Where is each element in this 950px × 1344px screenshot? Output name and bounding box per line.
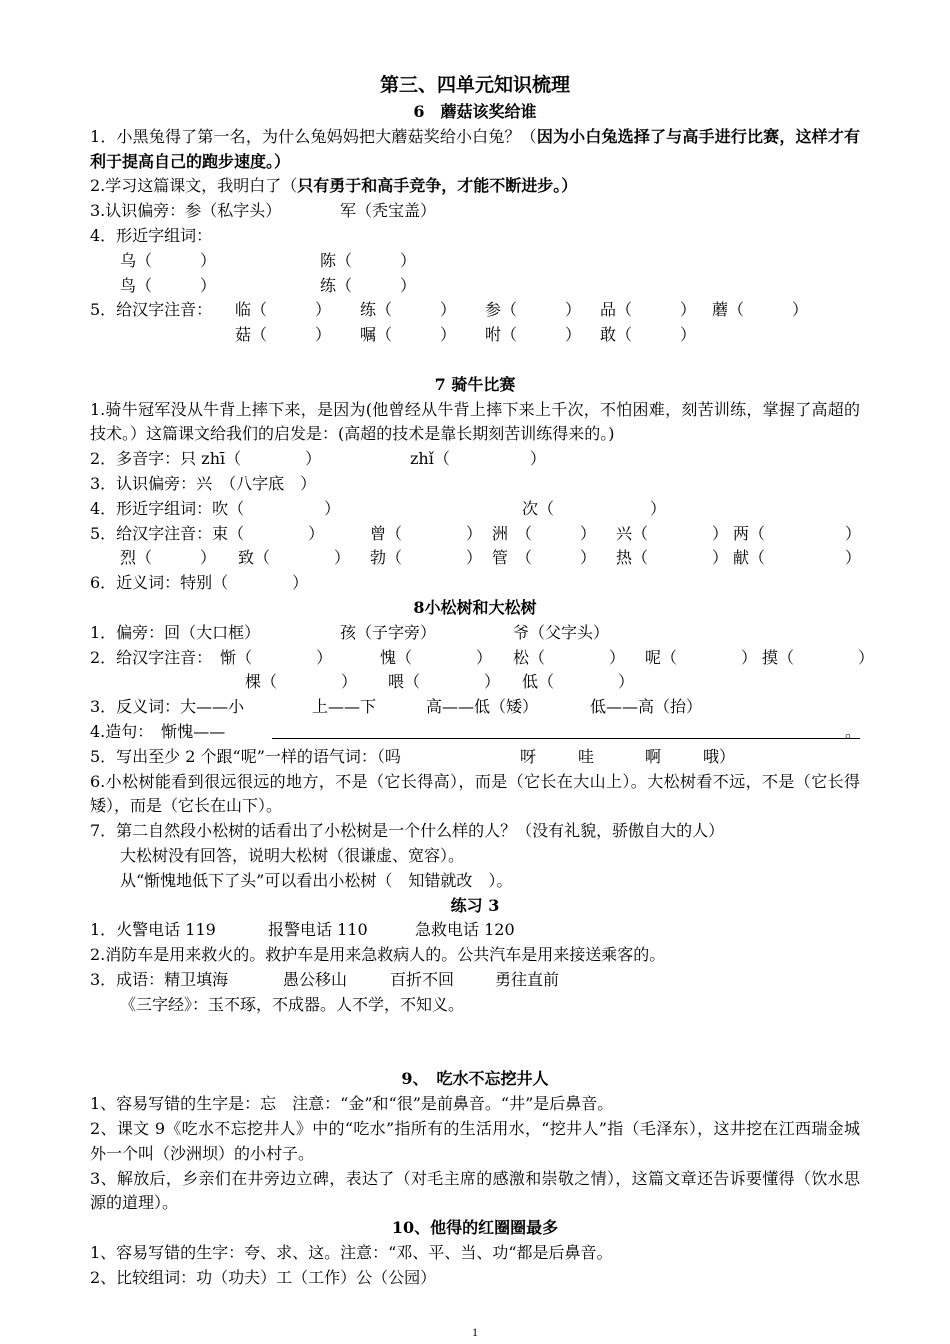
radical-item: 军（秃宝盖）	[340, 201, 437, 221]
antonym-item: 上——下	[312, 697, 377, 717]
spacer	[90, 1017, 860, 1067]
pinyin-blank: 洲 （ ）	[492, 523, 597, 543]
idiom-item: 勇往直前	[495, 969, 560, 989]
pinyin-blank: 热（ ）	[616, 548, 729, 568]
pinyin-blank: 曾（ ）	[370, 523, 483, 543]
pinyin-blank: 松（ ）	[513, 647, 626, 667]
lesson-6-q4-row1	[90, 249, 860, 274]
exercise-3-q3	[90, 968, 860, 993]
pinyin-blank: 两（ ）	[733, 523, 862, 543]
pinyin-blank: 临（ ）	[235, 300, 332, 320]
pinyin-blank: 菇（ ）	[235, 325, 332, 345]
pinyin-blank: 参（ ）	[485, 300, 582, 320]
pinyin-blank: 致（ ）	[238, 548, 351, 568]
lesson-8-title: 8小松树和大松树	[413, 597, 537, 617]
lesson-7-q2	[90, 447, 860, 472]
modal-particle-item: 哇	[578, 746, 595, 766]
word-blank: 陈（ ）	[320, 250, 417, 270]
lesson-6-q1	[90, 125, 860, 175]
pinyin-blank: 献（ ）	[733, 548, 862, 568]
pinyin-blank: 品（ ）	[600, 300, 697, 320]
word-blank: 鸟（ ）	[120, 275, 217, 295]
radical-item: 1．偏旁：回（大口框）	[90, 622, 261, 642]
pinyin-blank: 棵（ ）	[245, 672, 358, 692]
lesson-9-q2: 2、课文 9《吃水不忘挖井人》中的“吃水”指所有的生活用水，“挖井人”指（毛泽东），这井挖在江西瑞金城外一个叫（沙洲坝）的小村子。	[90, 1119, 860, 1163]
page-number: 1	[472, 1325, 478, 1339]
lesson-8-q7-line2: 大松树没有回答，说明大松树（很谦虚、宽容）。	[120, 845, 465, 865]
polyphone-blank: zhǐ（ ）	[410, 449, 546, 469]
question-text: 1．小黑兔得了第一名，为什么兔妈妈把大蘑菇奖给小白兔？（	[90, 126, 537, 146]
pinyin-blank: 嘱（ ）	[360, 325, 457, 345]
pinyin-blank: 兴（ ）	[616, 523, 729, 543]
lesson-8-q6: 6.小松树能看到很远很远的地方，不是（它长得高），而是（它长在大山上）。大松树看不远，不是（它长得矮），而是（它长在山下）。	[90, 771, 860, 816]
antonym-item: 低——高（抬）	[590, 697, 703, 717]
exercise-3-q2: 2.消防车是用来救火的。救护车是用来急救病人的。公共汽车是用来接送乘客的。	[90, 945, 666, 965]
lesson-9-title: 9、 吃水不忘挖井人	[401, 1069, 549, 1089]
antonym-item: 高——低（矮）	[426, 697, 539, 717]
sentence-end: 。	[845, 721, 862, 741]
lesson-9-q3: 3、解放后，乡亲们在井旁边立碑，表达了（对毛主席的感激和崇敬之情），这篇文章还告诉要懂得（饮水思源的道理）。	[90, 1168, 860, 1213]
lesson-8-q3	[90, 695, 860, 720]
lesson-6-q4: 4．形近字组词：	[90, 225, 213, 245]
exercise-3-q1	[90, 918, 860, 943]
lesson-7-q6: 6．近义词：特别（ ）	[90, 573, 309, 593]
lesson-7-q3: 3．认识偏旁：兴 （八字底 ）	[90, 473, 317, 493]
answer-text: 只有勇于和高手竞争，才能不断进步。）	[297, 176, 578, 196]
pinyin-blank: 喂（ ）	[388, 672, 501, 692]
phone-number-item: 报警电话 110	[268, 920, 368, 940]
radical-item: 孩（子字旁）	[340, 622, 437, 642]
pinyin-blank: 敢（ ）	[600, 325, 697, 345]
answer-text: 因为小白兔选择了与高手进行比赛，这样才有利于提高自己的跑步速度。）	[90, 126, 860, 171]
document-page	[90, 70, 875, 1291]
word-blank: 乌（ ）	[120, 250, 217, 270]
lesson-9-q1: 1、容易写错的生字是：忘 注意：“金”和“很”是前鼻音。“井”是后鼻音。	[90, 1094, 614, 1114]
radical-item: 3.认识偏旁：参（私字头）	[90, 201, 282, 221]
modal-particle-item: 啊	[645, 746, 662, 766]
pinyin-blank: 蘑（ ）	[712, 300, 809, 320]
phone-number-item: 急救电话 120	[415, 920, 515, 940]
lesson-7-q5-row2	[90, 546, 860, 571]
pinyin-blank: 5．给汉字注音：束（ ）	[90, 523, 325, 543]
lesson-6-q5-row1	[90, 298, 860, 323]
radical-item: 爷（父字头）	[513, 622, 610, 642]
lesson-8-q1	[90, 621, 860, 646]
question-label: 5．给汉字注音：	[90, 300, 213, 320]
lesson-6-q2	[90, 174, 860, 199]
exercise-3-title: 练习 3	[450, 895, 500, 915]
idiom-item: 3．成语：精卫填海	[90, 969, 229, 989]
lesson-10-q1: 1、容易写错的生字：夸、求、这。注意：“邓、平、当、功“都是后鼻音。	[90, 1243, 613, 1263]
word-blank: 4．形近字组词：吹（ ）	[90, 498, 341, 518]
lesson-7-q5-row1	[90, 522, 860, 547]
lesson-10-q2: 2、比较组词：功（功夫）工（工作）公（公园）	[90, 1267, 437, 1287]
lesson-8-q7: 7．第二自然段小松树的话看出了小松树是一个什么样的人？（没有礼貌，骄傲自大的人）	[90, 821, 725, 841]
pinyin-blank: 2．给汉字注音： 惭（ ）	[90, 647, 333, 667]
antonym-item: 3．反义词：大——小	[90, 697, 245, 717]
lesson-7-title: 7 骑牛比赛	[434, 374, 516, 394]
word-blank: 练（ ）	[320, 275, 417, 295]
lesson-6-q4-row2	[90, 274, 860, 299]
polyphone-blank: 2．多音字：只 zhī（ ）	[90, 449, 322, 469]
question-label: 4.造句： 惭愧——	[90, 721, 226, 741]
question-text: 2.学习这篇课文，我明白了（	[90, 176, 298, 196]
exercise-3-quote: 《三字经》：玉不琢，不成器。人不学，不知义。	[120, 994, 465, 1014]
pinyin-blank: 低（ ）	[522, 672, 635, 692]
spacer	[90, 348, 860, 373]
pinyin-blank: 咐（ ）	[485, 325, 582, 345]
modal-particle-item: 哦）	[703, 746, 736, 766]
document-title: 第三、四单元知识梳理	[379, 74, 570, 96]
answer-underline	[272, 738, 860, 739]
phone-number-item: 1．火警电话 119	[90, 920, 216, 940]
pinyin-blank: 呢（ ）	[645, 647, 758, 667]
lesson-8-q5	[90, 745, 860, 770]
pinyin-blank: 练（ ）	[360, 300, 457, 320]
pinyin-blank: 愧（ ）	[380, 647, 493, 667]
idiom-item: 百折不回	[390, 969, 455, 989]
lesson-8-q2-row2	[90, 670, 860, 695]
word-blank: 次（ ）	[522, 498, 667, 518]
lesson-7-q4	[90, 497, 860, 522]
modal-particle-item: 5．写出至少 2 个跟“呢”一样的语气词：（吗	[90, 746, 401, 766]
lesson-8-q2-row1	[90, 646, 875, 671]
pinyin-blank: 烈（ ）	[120, 548, 217, 568]
idiom-item: 愚公移山	[283, 969, 348, 989]
lesson-10-title: 10、他得的红圈圈最多	[391, 1218, 559, 1238]
modal-particle-item: 呀	[520, 746, 537, 766]
pinyin-blank: 勃（ ）	[370, 548, 483, 568]
lesson-6-q3	[90, 199, 860, 224]
lesson-7-q1: 1.骑牛冠军没从牛背上摔下来，是因为(他曾经从牛背上摔下来上千次，不怕困难，刻苦训练，掌握了高超的技术。）这篇课文给我们的启发是：(高超的技术是靠长期刻苦训练得来的。)	[90, 399, 860, 444]
lesson-6-title: 6 蘑菇该奖给谁	[413, 102, 537, 121]
pinyin-blank: 摸（ ）	[762, 647, 875, 667]
lesson-6-q5-row2	[90, 323, 860, 348]
pinyin-blank: 管 （ ）	[492, 548, 597, 568]
lesson-8-q4	[90, 720, 860, 745]
lesson-8-q7-line3: 从“惭愧地低下了头”可以看出小松树（ 知错就改 ）。	[120, 870, 513, 890]
